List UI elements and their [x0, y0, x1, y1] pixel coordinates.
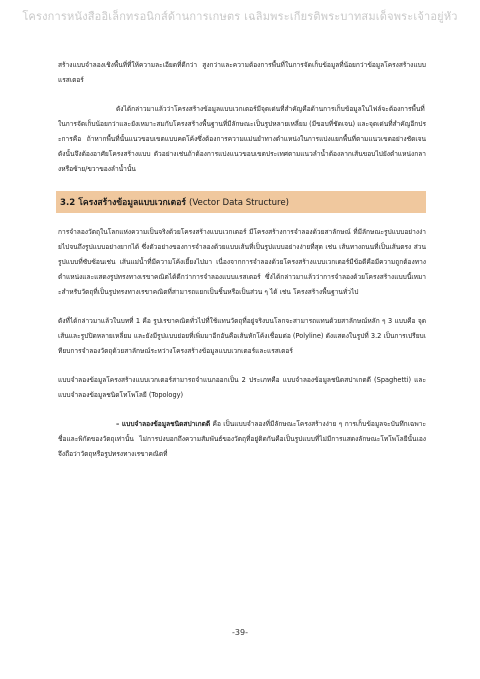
- page-number: -39-: [232, 628, 248, 637]
- section-number: 3.2: [60, 198, 76, 208]
- paragraph-spaghetti-model: [58, 417, 426, 462]
- spaghetti-model-term: – แบบจำลองข้อมูลชนิดสปาเกตตี: [116, 420, 211, 428]
- paragraph-intro: สร้างแบบจำลองเชิงพื้นที่ที่ให้ความละเอียดที่ดีกว่า สูงกว่าและความต้องการพื้นที่ในการจัดเก็บข้อมูลที่น้อยกว่าข้อมูลโครงสร้างแบบแรสเตอร์: [58, 61, 426, 84]
- spaghetti-model-description: คือ เป็นแบบจำลองที่มีลักษณะโครงสร้างง่าย ๆ การเก็บข้อมูลจะบันทึกเฉพาะชื่อและพิกัดของวัตถุเท่านั้น ไม่การบ่งบอกถึงความสัมพันธ์ของวัตถุที่อยู่ติดกันคือเป็นรูปแบบที่ไม่มีการแสดงลักษณะโทโพโลยีนั้นเองจึงถือว่าวัตถุหรือรูปทรงทางเรขาคณิตที่: [58, 420, 426, 458]
- paragraph-advantages: ดังได้กล่าวมาแล้วว่าโครงสร้างข้อมูลแบบเวกเตอร์มีจุดเด่นที่สำคัญคือด้านการเก็บข้อมูลในไฟล์จะต้องการพื้นที่ในการจัดเก็บน้อยกว่าและยังเหมาะสมกับโครงสร้างพื้นฐานที่มีลักษณะเป็นรูปหลายเหลี่ยม (มีขอบที่ชัดเจน) และจุดเด่นที่สำคัญอีกประการคือ ถ้าหากพื้นที่นั้นแนวขอบเขตแบบคดโค้งซึ่งต้องการความแม่นยำทางตำแหน่งในการแบ่งแยกพื้นที่ตามแนวเขตอย่างชัดเจน ดังนั้นจึงต้องอาศัยโครงสร้างแบบ ตัวอย่างเช่นถ้าต้องการแบ่งแนวขอบเขตประเทศตามแนวลำน้ำต้องลากเส้นขอบไปยังตำแหน่งกลางหรือซ้าย/ขวาของลำน้ำนั้น: [58, 105, 426, 173]
- page-body: [58, 58, 426, 476]
- paragraph-geometry-types: ดังที่ได้กล่าวมาแล้วในบทที่ 1 คือ รูปเรขาคณิตทั่วไปที่ใช้แทนวัตถุที่อยู่จริงบนโลกจะสามารถแทนด้วยสาลักษณ์หลัก ๆ 3 แบบคือ จุด เส้นและรูปปิดหลายเหลี่ยม และยังมีรูปแบบย่อยที่เพิ่มมาอีกอันคือเส้นหักโค้งเชื่อมต่อ (Polyline) ดังแสดงในรูปที่ 3.2 เป็นการเปรียบเทียบการจำลองวัตถุด้วยสาลักษณ์ระหว่างโครงสร้างข้อมูลแบบเวกเตอร์และแรสเตอร์: [58, 317, 426, 355]
- section-heading: [60, 195, 289, 209]
- section-heading-bar: [56, 191, 426, 213]
- section-title-english: (Vector Data Structure): [188, 198, 290, 208]
- running-header: [0, 0, 480, 30]
- section-title-thai: โครงสร้างข้อมูลแบบเวกเตอร์: [78, 198, 186, 208]
- header-title: โครงการหนังสืออิเล็กทรอนิกส์ด้านการเกษตร เฉลิมพระเกียรติพระบาทสมเด็จพระเจ้าอยู่หัว: [22, 10, 458, 23]
- paragraph-vector-modeling: การจำลองวัตถุในโลกแห่งความเป็นจริงด้วยโครงสร้างแบบเวกเตอร์ มีโครงสร้างการจำลองด้วยสาลักษณ์ ที่มีลักษณะรูปแบบอย่างง่ายไปจนถึงรูปแบบอย่างยากได้ ซึ่งตัวอย่างของการจำลองด้วยแบบเส้นที่เป็นรูปแบบอย่างง่ายที่สุด เช่น เส้นทางถนนที่เป็นเส้นตรง ส่วนรูปแบบที่ซับซ้อนเช่น เส้นแม่น้ำที่มีความโค้งเยี้ยงไปมา เนื่องจากการจำลองด้วยโครงสร้างแบบเวกเตอร์มีข้อดีคือมีความถูกต้องทางตำแหน่งและแสดงรูปทรงทางเรขาคณิตได้ดีกว่าการจำลองแบบแรสเตอร์ ซึ่งได้กล่าวมาแล้วว่าการจำลองด้วยโครงสร้างแบบนี้เหมาะสำหรับวัตถุที่เป็นรูปทรงทางเรขาคณิตที่สามารถแยกเป็นชิ้นหรือเป็นส่วน ๆ ได้ เช่น โครงสร้างพื้นฐานทั่วไป: [58, 228, 426, 296]
- paragraph-model-categories: แบบจำลองข้อมูลโครงสร้างแบบเวกเตอร์สามารถจำแนกออกเป็น 2 ประเภทคือ แบบจำลองข้อมูลชนิดสปาเกตตี (Spaghetti) และ แบบจำลองข้อมูลชนิดโทโพโลยี (Topology): [58, 376, 426, 399]
- page-footer: [0, 620, 480, 639]
